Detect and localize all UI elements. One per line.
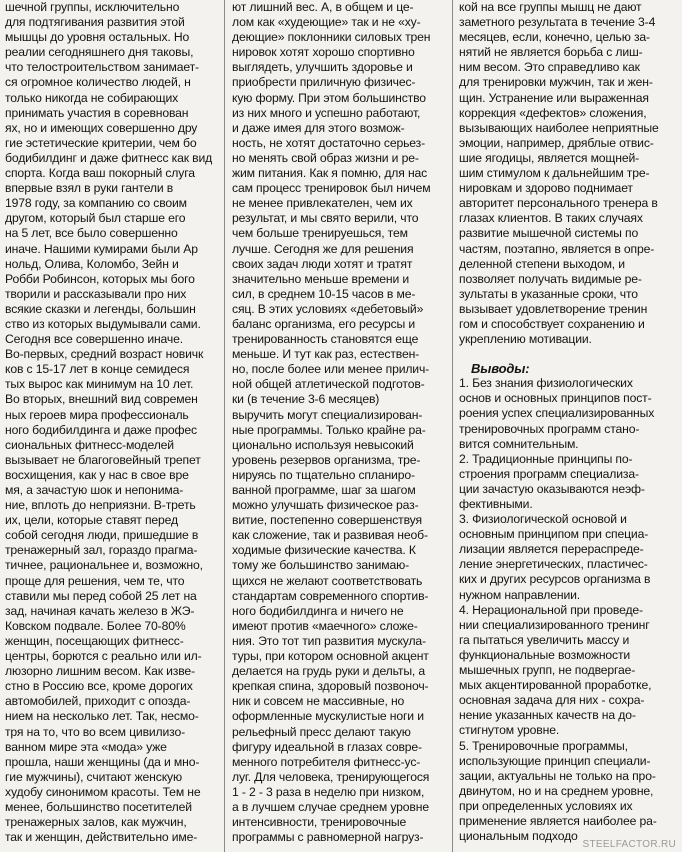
text-line: иначе. Нашими кумирами были Ар [5,241,198,256]
text-line: интенсивности, тренировочные [232,815,407,830]
text-line: стно в Россию все, кроме дорогих [5,679,193,694]
text-line: сам процесс тренировок был ничем [232,181,431,196]
text-line: лизации является перераспреде- [459,542,644,557]
text-line: использующие принцип специали- [459,753,651,768]
text-line: ставили мы перед собой 25 лет на [5,588,197,603]
text-line: 1978 году, за компанию со своим [5,196,187,211]
text-line: функциональные возможности [459,647,631,662]
text-line: ки (в течение 3-6 месяцев) [232,392,380,407]
column-divider [452,0,453,852]
text-line: основ и основных принципов пост- [459,391,652,406]
text-line: их, цели, которые ставят перед [5,513,178,528]
text-line: нируясь по тщательно спланиро- [232,467,415,482]
text-line: рельефный пресс делают такую [232,724,411,739]
text-line: имеют против «маечного» сложе- [232,618,418,633]
text-line: ного бодибилдинга и даже профес [5,422,197,437]
text-line: делается на грудь руки и дельты, а [232,664,426,679]
text-line: тренированность становятся еще [232,332,419,347]
text-line: Ковском подвале. Более 70-80% [5,618,186,633]
text-line: ние, вплоть до неприязни. В-треть [5,498,196,513]
text-line: шечной группы, исключительно [5,0,180,14]
text-line: роения успех специализированных [459,406,655,421]
text-line: автомобилей, приходит с опозда- [5,694,191,709]
text-line: сиональных фитнесс-моделей [5,437,174,452]
text-line: уровень резервов организма, тре- [232,452,421,467]
text-line: творили и рассказывали про них [5,286,187,301]
text-line: ции зачастую оказываются неэф- [459,481,645,496]
text-line: ют лишний вес. А, в общем и це- [232,0,414,14]
text-line: своих задач люди хотят и тратят [232,256,413,271]
text-line: только никогда не собирающих [5,90,179,105]
text-line: ность, не хотят достаточно серьез- [232,135,426,150]
text-line: центры, борются с реально или ил- [5,649,202,664]
text-line: оформленные мускулистые ноги и [232,709,424,724]
text-line: строения программ специализа- [459,466,639,481]
text-line: жим питания. Как я помню, для нас [232,166,428,181]
text-line: вызывает удовлетворение тренин [459,301,648,316]
text-line: менного потребителя фитнесс-ус- [232,754,421,769]
text-line: всякие сказки и легенды, большин [5,301,196,316]
text-line: тренажерный зал, гораздо прагма- [5,543,198,558]
text-line: для подтягивания развития этой [5,15,185,30]
text-line: прошла, наши женщины (да и мно- [5,754,200,769]
text-line: авторитет персонального тренера в [459,196,658,211]
text-line: и даже имея для этого возмож- [232,120,405,135]
text-line: тренировочных программ стано- [459,421,640,436]
text-line: из них много и успешно работают, [232,105,421,120]
text-line: ванной программе, шаг за шагом [232,483,416,497]
text-line: основным принципом при специа- [459,527,649,542]
text-line: тых вырос как минимум на 10 лет. [5,377,194,392]
text-line: основная задача для них - сохра- [459,693,645,708]
text-line: нировок хотят хорошо спортивно [232,45,415,60]
text-line: гом и способствует сохранению и [459,316,645,331]
text-line: ного бодибилдинга и ничего не [232,603,404,618]
text-line: принимать участия в соревнован [5,105,189,120]
text-line: 1 - 2 - 3 раза в неделю при низком, [232,784,425,799]
text-line: но, после более или менее прилич- [232,362,430,377]
text-line: зультаты в указанные сроки, что [459,286,638,301]
text-line: щихся не желают соответствовать [232,573,423,588]
text-line: лом как «худеющие» так и не «ху- [232,15,421,30]
conclusions-heading: Выводы: [471,361,530,377]
text-line: луг. Для человека, тренирующегося [232,769,430,784]
text-line: люзорно лишним весом. Как изве- [5,664,195,679]
text-line: кую форму. При этом большинство [232,90,426,105]
text-line: нольд, Олива, Коломбо, Зейн и [5,256,179,271]
text-line: баланс организма, его ресурсы и [232,316,416,331]
text-line: как сложение, так и развивая необ- [232,528,428,543]
text-line: спорта. Когда ваш покорный слуга [5,166,195,181]
text-line: Сегодня все совершенно иначе. [5,332,183,347]
text-column-1 [5,0,217,845]
text-line: приобрести приличную физичес- [232,75,416,90]
text-line: вится сомнительным. [459,436,579,451]
text-line: что телостроительством занимает- [5,60,199,75]
text-line: месяцев, если, конечно, целью за- [459,30,650,45]
text-line: циональным подходо [459,829,578,844]
text-line: ные программы. Только крайне ра- [232,422,426,437]
text-line: 2. Традиционные принципы по- [459,451,633,466]
text-line: а в лучшем случае среднем уровне [232,799,429,814]
text-line: кой на все группы мышц не дают [459,0,642,14]
text-line: стигнутом уровне. [459,723,560,738]
text-line: можно улучшать физическое раз- [232,498,419,513]
text-line: туры, при котором основной акцент [232,649,429,664]
text-line: ванном мире эта «мода» уже [5,739,167,754]
text-line: гие эстетические критерии, чем бо [5,135,197,150]
text-line: 5. Тренировочные программы, [459,738,628,753]
text-line: при определенных условиях их [459,798,633,813]
text-line [459,347,681,361]
text-line: фигуру идеальной в глазах совре- [232,739,422,754]
text-line: восхищения, как у нас в свое вре [5,467,189,482]
text-line: ходимые физические качества. К [232,543,416,558]
text-line: нение указанных качеств на до- [459,708,636,723]
text-line: эмоции, например, дряблые отвис- [459,135,654,150]
text-line: для тренировки мужчин, так и жен- [459,75,653,90]
text-line: ной общей атлетической подготов- [232,377,425,392]
text-line: ционально используя невысокий [232,437,414,452]
text-line: реалии сегодняшнего дня таковы, [5,45,194,60]
text-line: бодибилдинг и даже фитнесс как вид [5,150,213,165]
text-line: деленной степени выходом, и [459,256,625,271]
text-line: позволяет получать видимые ре- [459,271,642,286]
text-column-2 [232,0,447,845]
text-line: выглядеть, улучшить здоровье и [232,60,413,75]
text-line: тому же большинство занимаю- [232,558,410,573]
text-line: меньше. И тут как раз, естествен- [232,347,420,362]
text-line: нужном направлении. [459,587,581,602]
text-line: ния. Это тот тип развития мускула- [232,633,426,648]
text-line: так и женщин, действительно име- [5,830,198,845]
text-line: витие, постепенно совершенствуя [232,513,422,528]
text-line: двинутом, но и на среднем уровне, [459,783,654,798]
text-line: чем больше тренируешься, тем [232,226,408,241]
text-line: 1. Без знания физиологических [459,376,633,391]
text-line: шие ягодицы, является мощней- [459,150,640,165]
text-line: лучше. Сегодня же для решения [232,241,414,256]
text-line: менее, большинство посетителей [5,799,192,814]
text-line: 4. Нерациональной при проведе- [459,602,643,617]
text-line: сяц. В этих условиях «дебетовый» [232,301,424,316]
text-line: ков с 15-17 лет в конце семидеся [5,362,190,377]
text-line: ких и других ресурсов организма в [459,572,651,587]
text-line: укреплению мотивации. [459,332,592,347]
text-line: ях, но и имеющих совершенно дру [5,120,198,135]
text-line: крепкая спина, здоровый позвоноч- [232,679,429,694]
text-line: коррекция «дефектов» сложения, [459,105,647,120]
text-line: вызывающих наиболее неприятные [459,120,659,135]
text-line: мышечных групп, не подвергае- [459,663,636,678]
text-line: худобу синонимом красоты. Тем не [5,784,201,799]
text-line: га пытаться увеличить массу и [459,632,630,647]
column-divider [224,0,225,852]
text-line: нятий не является борьба с лиш- [459,45,643,60]
text-line: ление энергетических, пластичес- [459,557,648,572]
text-line: ся огромное количество людей, н [5,75,191,90]
text-line: заметного результата в течение 3-4 [459,15,656,30]
text-line: деющие» поклонники силовых трен [232,30,431,45]
text-line: частям, поэтапно, является в опре- [459,241,655,256]
text-line: впервые взял в руки гантели в [5,181,174,196]
site-watermark: STEELFACTOR.RU [582,839,676,850]
text-line: программы с равномерной нагруз- [232,830,424,845]
text-line: женщин, посещающих фитнесс- [5,633,184,648]
text-line: 3. Физиологической основой и [459,512,627,527]
text-line: стандартам современного спортив- [232,588,429,603]
text-line: Робби Робинсон, которых мы бого [5,271,195,286]
text-line: но менять свой образ жизни и ре- [232,150,419,165]
text-line: мых акцентированной проработке, [459,678,652,693]
text-line: на 5 лет, все было совершенно [5,226,178,241]
text-line: ник и совсем не массивные, но [232,694,405,709]
text-line: шим стимулом к дальнейшим тре- [459,166,650,181]
text-line: другом, который был старше его [5,211,186,226]
text-line: собой сегодня люди, пришедшие в [5,528,199,543]
text-line: нии специализированного тренинг [459,617,650,632]
text-line: ним весом. Это справедливо как [459,60,640,75]
text-line: зад, начиная качать железо в ЖЭ- [5,603,195,618]
text-line: результат, и мы свято верили, что [232,211,419,226]
text-line: ных героев мира профессиональ [5,407,189,422]
text-line: применение является наиболее ра- [459,813,657,828]
text-line: вызывает не благоговейный трепет [5,452,201,467]
text-line: мя, а зачастую шок и непонима- [5,483,184,497]
text-line: Во вторых, внешний вид современ [5,392,198,407]
text-line: глазах клиентов. В таких случаях [459,211,643,226]
text-line: тря на то, что во всем цивилизо- [5,724,186,739]
text-line: фективными. [459,497,533,511]
text-line: тренажерных залов, как мужчин, [5,815,187,830]
text-line: Во-первых, средний возраст новичк [5,347,204,362]
text-line: нием на несколько лет. Так, несмо- [5,709,199,724]
text-line: не менее привлекателен, чем их [232,196,413,211]
text-line: проще для решения, чем те, что [5,573,185,588]
text-line: выручить могут специализирован- [232,407,423,422]
text-line: нировкам и здорово поднимает [459,181,633,196]
text-line: мышцы до уровня остальных. Но [5,30,190,45]
text-line: развитие мышечной системы по [459,226,639,241]
text-line: ство из которых выдумывали сами. [5,316,201,331]
text-column-3 [459,0,681,844]
text-line: значительно меньше времени и [232,271,410,286]
text-line: тичнее, рациональнее и, возможно, [5,558,203,573]
text-line: щин. Устранение или выраженная [459,90,649,105]
text-line: зации, актуальны не только на про- [459,768,656,783]
text-line: сил, в среднем 10-15 часов в ме- [232,286,416,301]
text-line: гие мужчины), считают женскую [5,769,182,784]
